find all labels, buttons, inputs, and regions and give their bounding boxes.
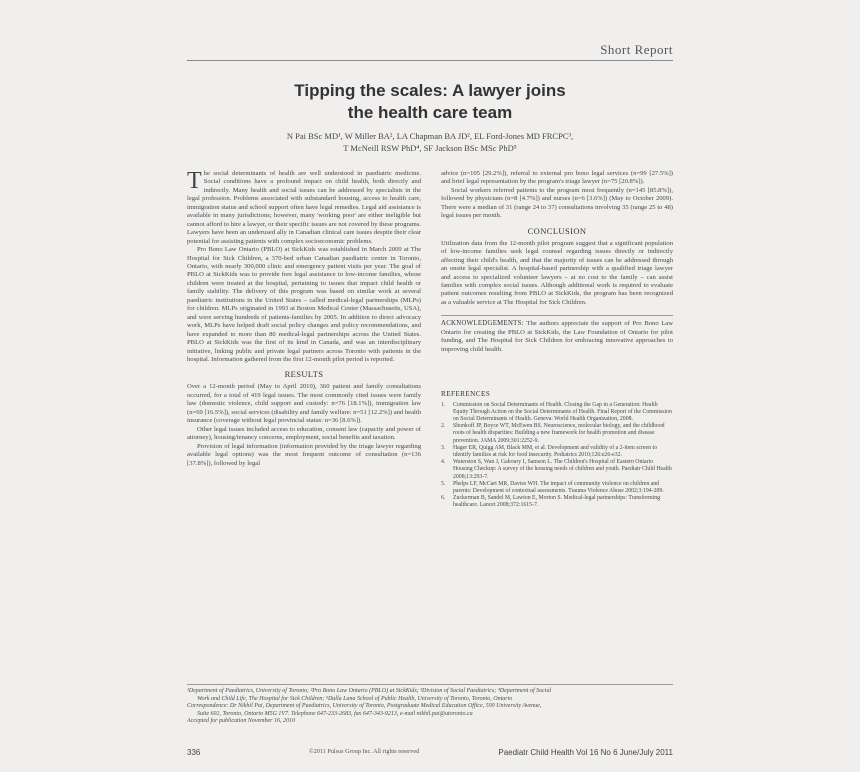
reference-item: 6. Zuckerman B, Sandel M, Lawton E, Morton S. Medical-legal partnerships: Transforming healthcare. Lancet 2008;372:1615-7. (441, 495, 661, 509)
correspondence-line-2: Suite 602, Toronto, Ontario M5G 1V7. Telephone 647-233-2683, fax 647-343-9213, e-mail nikhil.pai@utoronto.ca (197, 710, 473, 717)
reference-item: 5. Phelps LF, McCart MR, Davies WH. The impact of community violence on children and parents: Development of contextual assessments. Trauma Violence Abuse 2002;3:194-209. (441, 480, 664, 495)
reference-item: 2. Shonkoff JP, Boyce WT, McEwen BS. Neuroscience, molecular biology, and the childhood roots of health disparities: Building a new framework for health promotion and disease prevention. JAMA 2009;301:2252-9. (441, 423, 665, 444)
affiliations-line-2: Work and Child Life, The Hospital for Sick Children; ⁵Dalla Lana School of Public Health, University of Toronto, Toronto, Ontario (197, 695, 513, 702)
results-continued: advice (n=105 [29.2%]), referral to external pro bono legal services (n=99 [27.5%]) and brief legal representation by the program's triage lawyer (n=75 [20.8%]). (441, 170, 673, 186)
article-title (187, 80, 673, 124)
reference-item: 4. Waterston S, Wan J, Gaboury I, Samson L. The Children's Hospital of Eastern Ontario Housing Checkup: A survey of the housing needs of children and youth. Paediatr Child Health 2008;13:293-7. (441, 459, 672, 480)
acknowledgements (441, 315, 673, 354)
acknowledgements-text: The authors appreciate the support of Pro Bono Law Ontario for creating the PBLO at SickKids, the Law Foundation of Ontario for pilot funding, and The Hospital for Sick Children for embracing innovative approaches to improving child health. (441, 320, 673, 353)
page-number: 336 (187, 748, 201, 757)
accepted-date: Accepted for publication November 16, 2010 (187, 718, 295, 725)
conclusion-heading: CONCLUSION (527, 225, 587, 236)
results-paragraph-1: Over a 12-month period (May to April 2010), 360 patient and family consultations occurred, for a total of 419 legal issues. The most commonly cited issues were family law (domestic violence, child support and custody: n=76 [18.1%]), immigration law (n=69 [16.5%]), social services (disability and family welfare: n=51 [12.2%]) and health insurance (coverage without legal provincial status: n=36 [8.6%]). (187, 383, 421, 425)
footnote-rule (187, 684, 673, 685)
body-paragraph: Pro Bono Law Ontario (PBLO) at SickKids was established in March 2009 at The Hospital for Sick Children, a 370-bed urban Canadian paediatric centre in Toronto, Ontario, with nearly 300,000 clinic and emergency patient visits per year. The goal of PBLO at SickKids was to provide free legal assistance to low-income families, whose children were treated at the hospital, pertaining to issues that impact child health or family stability. The delivery of this program was based on similar work at several paediatric institutions in the United States – called medical-legal partnerships (MLPs) for children. MLPs originated in 1993 at Boston Medical Center (Massachusetts, USA), and were serving hundreds of patients-families by 2005. In addition to direct advocacy work, MLPs have helped draft social policy changes and policy recommendations, and have expanded to more than 80 medical-legal partnerships across the United States. PBLO at SickKids was the first of its kind in Canada, and was an interdisciplinary initiative, linking public and private legal partners across Toronto with patients in the hospital. Information gathered from the first 12-month pilot period is reported. (187, 246, 421, 363)
references-heading: REFERENCES (441, 390, 491, 399)
affiliations-line-1: ¹Department of Paediatrics, University of Toronto; ²Pro Bono Law Ontario (PBLO) at SickKids; ³Division of Social Paediatrics; ⁴Department of Social (187, 688, 552, 694)
header-rule (187, 60, 673, 61)
author-list (187, 130, 673, 154)
authors-line-2: T McNeill RSW PhD⁴, SF Jackson BSc MSc PhD⁵ (343, 143, 517, 153)
copyright: ©2011 Pulsus Group Inc. All rights reserved (309, 748, 420, 755)
conclusion-paragraph: Utilization data from the 12-month pilot program suggest that a significant population of low-income families seek legal counsel regarding issues directly or indirectly affecting their child's health, and that the majority of issues can be addressed through an onsite legal specialist. A hospital-based partnership with a qualified triage lawyer and access to specialized volunteer lawyers – at no cost to the family – can assist families with complex social issues. Although additional work is required to evaluate patient outcomes resulting from PBLO at SickKids, the program has been recognized as a valuable service at The Hospital for Sick Children. (441, 239, 673, 306)
drop-cap: T (187, 168, 202, 194)
correspondence-line-1: Correspondence: Dr Nikhil Pai, Department of Paediatrics, University of Toronto, Postgraduate Medical Education Office, 500 University Avenue, (187, 703, 542, 710)
title-line-2: the health care team (347, 103, 513, 122)
reference-list (441, 402, 673, 510)
reference-item: 3. Hager ER, Quigg AM, Black MM, et al. Development and validity of a 2-item screen to identify families at risk for food insecurity. Pediatrics 2010;126:e26-e32. (441, 444, 657, 459)
left-column (187, 170, 421, 468)
intro-paragraph: The social determinants of health are well understood in paediatric medicine. Social conditions have a profound impact on child health, both directly and indirectly. Many health and social issues can be addressed by specialists in the legal profession. Problems associated with substandard housing, access to health care, immigration status and school support often have legal remedies. Legal aid assistance is available in many jurisdictions; however, many 'working poor' are either ineligible but cannot afford to hire a lawyer, or their specific issues are not covered by these programs. Lawyers have been an underused ally in Canadian clinical care issues despite their clear potential for assisting patients with complex socioeconomic problems. (187, 168, 421, 245)
section-label: Short Report (600, 42, 673, 57)
right-column (441, 170, 673, 510)
footnotes (187, 688, 673, 726)
results-paragraph-2: Other legal issues included access to education, consent law (capacity and power of attorney), housing/tenancy concerns, employment, social benefits and taxation. (187, 425, 421, 442)
journal-citation: Paediatr Child Health Vol 16 No 6 June/July 2011 (498, 748, 673, 757)
acknowledgements-label: ACKNOWLEDGEMENTS: (441, 320, 524, 328)
title-line-1: Tipping the scales: A lawyer joins (294, 81, 566, 100)
authors-line-1: N Pai BSc MD¹, W Miller BA², LA Chapman BA JD², EL Ford-Jones MD FRCPC³, (286, 131, 574, 141)
results-heading: RESULTS (284, 369, 324, 380)
results-paragraph-3: Provision of legal information (information provided by the triage lawyer regarding available legal options) was the most frequent outcome of consultation (n=136 [37.8%]), followed by legal (187, 442, 421, 467)
results-paragraph-4: Social workers referred patients to the program most frequently (n=145 [85.8%]), followed by physicians (n=8 [4.7%]) and nurses (n=6 [3.6%]) (May to October 2009). There were a median of 31 (range 24 to 37) consultations involving 35 (range 25 to 48) legal issues per month. (441, 186, 673, 220)
reference-item: 1. Commission on Social Determinants of Health. Closing the Gap in a Generation: Health Equity Through Action on the Social Determinants of Health. Final Report of the Commission on Social Determinants of Health. Geneva: World Health Organization, 2008. (441, 401, 672, 423)
